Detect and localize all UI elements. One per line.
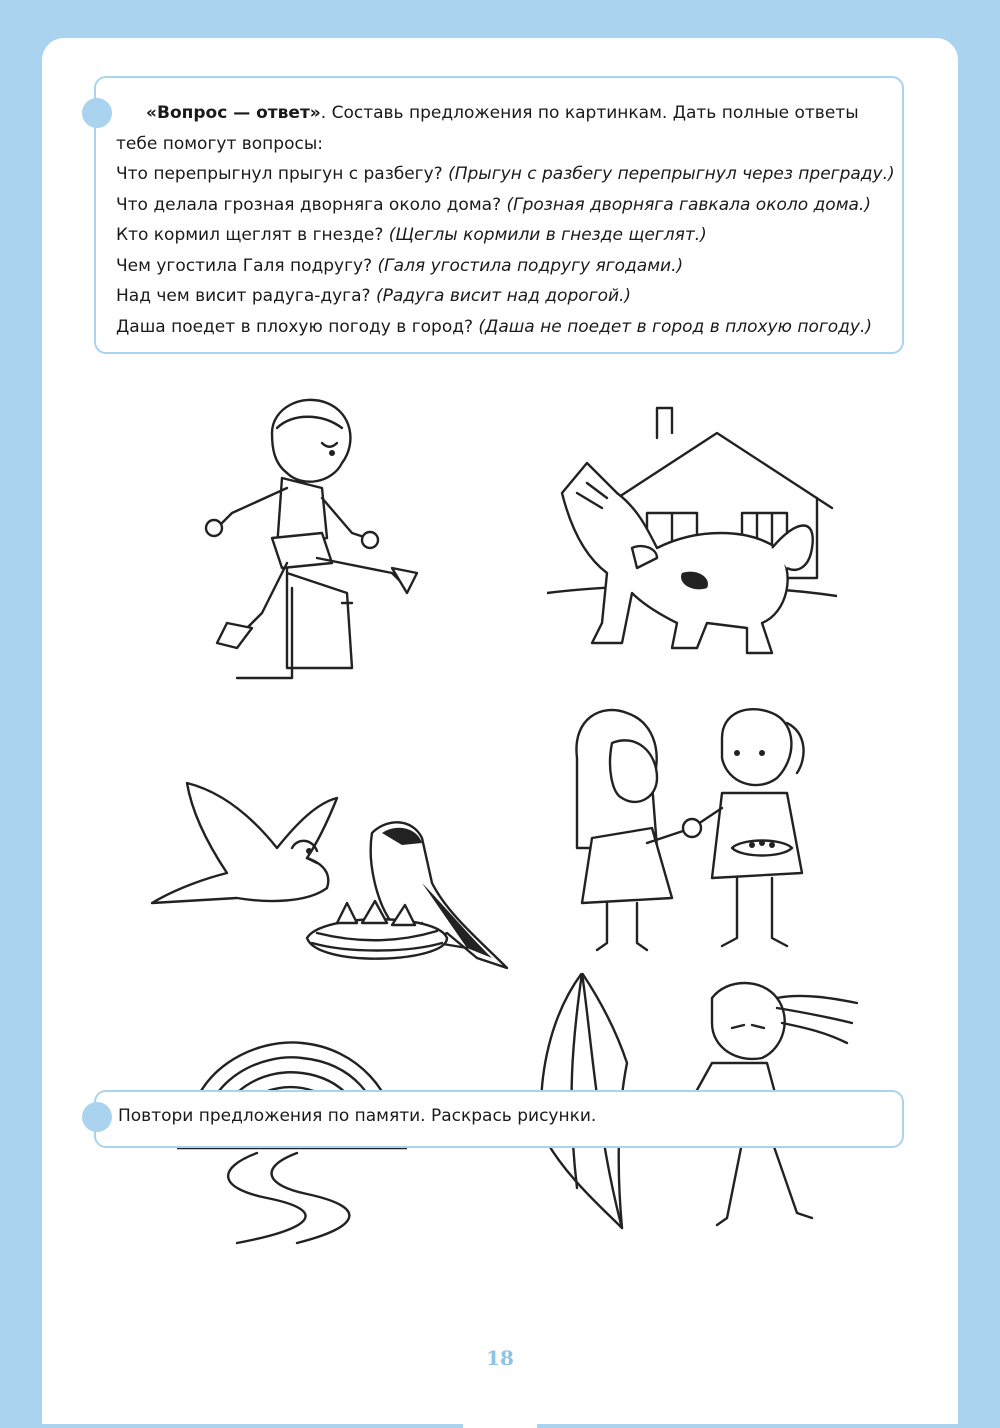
question-line: Даша поедет в плохую погоду в город? (Даша не поедет в город в плохую погоду.) <box>116 316 873 337</box>
task1-box <box>94 76 904 354</box>
page-number: 18 <box>486 1346 514 1370</box>
question-line: Кто кормил щеглят в гнезде? (Щеглы кормили в гнезде щеглят.) <box>116 225 707 245</box>
task1-intro: «Вопрос — ответ». Составь предложения по картинкам. Дать полные ответы тебе помогут вопросы: <box>116 103 859 154</box>
dog-barking-near-house-illustration <box>547 398 837 673</box>
task-bullet-icon <box>82 98 112 128</box>
question-line: Что перепрыгнул прыгун с разбегу? (Прыгун с разбегу перепрыгнул через преграду.) <box>116 164 895 184</box>
question-line: Над чем висит радуга-дуга? (Радуга висит над дорогой.) <box>116 286 632 306</box>
question-line: Что делала грозная дворняга около дома? (Грозная дворняга гавкала около дома.) <box>116 194 871 215</box>
goldfinches-feeding-chicks-illustration <box>147 763 517 998</box>
boy-jumping-hurdle-illustration <box>192 388 422 683</box>
worksheet-page <box>42 38 958 1424</box>
task2-text: Повтори предложения по памяти. Раскрась рисунки. <box>118 1106 597 1126</box>
question-line: Чем угостила Галя подругу? (Галя угостила подругу ягодами.) <box>116 255 684 276</box>
girl-treating-friend-berries-illustration <box>562 698 812 958</box>
task1-title: «Вопрос — ответ» <box>146 103 321 123</box>
task-bullet-icon <box>82 1102 112 1132</box>
task1-text <box>116 98 895 342</box>
task2-box <box>94 1090 904 1148</box>
